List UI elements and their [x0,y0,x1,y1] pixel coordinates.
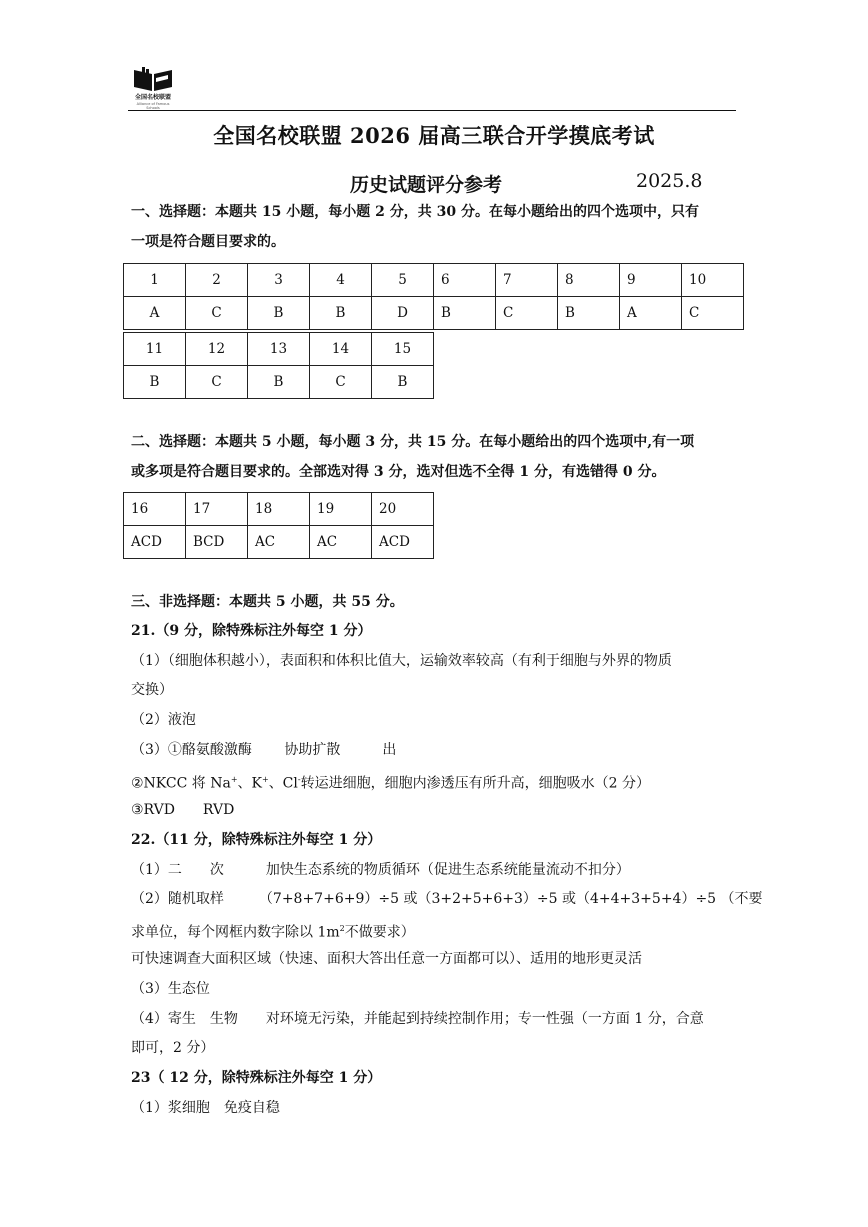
page-subtitle: 历史试题评分参考 [350,174,503,196]
q22-line3-part1: 求单位，每个网框内数字除以 1m [131,924,340,941]
answer-cell: AC [310,526,372,559]
question-number-cell: 9 [620,264,682,297]
answer-row [124,297,744,330]
question-number-cell: 14 [310,333,372,366]
q22-line6: （4）寄生 生物 对环境无污染，并能起到持续控制作用；专一性强（一方面 1 分，合意 [131,1011,704,1027]
q21-line4: （3）①酪氨酸激酶 协助扩散 出 [131,742,397,758]
q21-line5-part3: 、Cl [268,775,298,792]
section2-heading-line1: 二、选择题：本题共 5 小题，每小题 3 分，共 15 分。在每小题给出的四个选项中,有一项 [131,434,695,450]
q23-heading: 23（ 12 分，除特殊标注外每空 1 分） [131,1070,382,1086]
book-logo-icon [132,66,174,92]
k-charge-sup: + [261,775,269,784]
q21-line3: （2）液泡 [131,712,196,728]
q22-line5: （3）生态位 [131,981,210,997]
q21-line2: 交换） [131,682,173,698]
q23-line1: （1）浆细胞 免疫自稳 [131,1100,280,1116]
q22-line7: 即可，2 分） [131,1040,215,1056]
q22-line2: （2）随机取样 （7+8+7+6+9）÷5 或（3+2+5+6+3）÷5 或（4+4+3+5+4）÷5 （不要 [131,891,763,907]
question-number-cell: 11 [124,333,186,366]
answer-cell: C [682,297,744,330]
logo-caption: 全国名校联盟 [134,94,171,101]
question-number-cell: 20 [372,493,434,526]
answer-row [124,366,434,399]
school-alliance-logo [130,64,176,108]
question-number-cell: 17 [186,493,248,526]
q21-line5-part1: ②NKCC 将 Na [131,775,231,792]
question-number-cell: 12 [186,333,248,366]
answer-cell: A [620,297,682,330]
cl-charge-sup: - [297,775,301,784]
section2-heading-line2: 或多项是符合题目要求的。全部选对得 3 分，选对但选不全得 1 分，有选错得 0 分。 [131,464,666,480]
section1-heading-line2: 一项是符合题目要求的。 [131,234,285,250]
header-rule [128,110,736,111]
question-number-row [124,493,434,526]
q22-line4: 可快速调查大面积区域（快速、面积大答出任意一方面都可以）、适用的地形更灵活 [131,951,642,967]
q22-line3 [131,919,415,943]
question-number-cell: 3 [248,264,310,297]
question-number-cell: 13 [248,333,310,366]
q22-line3-part2: 不做要求） [344,924,415,941]
question-number-cell: 5 [372,264,434,297]
q21-line6: ③RVD RVD [131,802,235,818]
question-number-cell: 10 [682,264,744,297]
answer-cell: AC [248,526,310,559]
question-number-cell: 4 [310,264,372,297]
answer-cell: C [496,297,558,330]
answer-cell: B [248,297,310,330]
q21-line1: （1）（细胞体积越小），表面积和体积比值大，运输效率较高（有利于细胞与外界的物质 [131,653,672,669]
answer-cell: B [558,297,620,330]
q21-line5 [131,770,650,794]
exam-date: 2025.8 [636,170,703,192]
question-number-cell: 16 [124,493,186,526]
answer-cell: B [248,366,310,399]
answer-cell: B [372,366,434,399]
question-number-cell: 15 [372,333,434,366]
question-number-cell: 2 [186,264,248,297]
answer-cell: B [434,297,496,330]
question-number-cell: 19 [310,493,372,526]
answer-cell: B [310,297,372,330]
answer-cell: BCD [186,526,248,559]
question-number-row [124,264,744,297]
section3-heading: 三、非选择题：本题共 5 小题，共 55 分。 [131,594,404,610]
q22-line1: （1）二 次 加快生态系统的物质循环（促进生态系统能量流动不扣分） [131,862,630,878]
na-charge-sup: + [230,775,238,784]
question-number-cell: 8 [558,264,620,297]
question-number-cell: 18 [248,493,310,526]
section1-answer-table-row1 [123,263,744,330]
logo-subcaption: Alliance of Famous Schools [136,102,170,110]
page-title: 全国名校联盟 2026 届高三联合开学摸底考试 [213,123,655,148]
answer-cell: C [310,366,372,399]
answer-cell: C [186,297,248,330]
answer-cell: B [124,366,186,399]
question-number-row [124,333,434,366]
question-number-cell: 1 [124,264,186,297]
answer-cell: A [124,297,186,330]
answer-cell: ACD [372,526,434,559]
answer-cell: C [186,366,248,399]
q22-heading: 22.（11 分，除特殊标注外每空 1 分） [131,832,382,848]
section2-answer-table [123,492,434,559]
answer-cell: ACD [124,526,186,559]
section1-answer-table-row2 [123,332,434,399]
answer-cell: D [372,297,434,330]
question-number-cell: 6 [434,264,496,297]
q21-heading: 21.（9 分，除特殊标注外每空 1 分） [131,623,372,639]
section1-heading-line1: 一、选择题：本题共 15 小题，每小题 2 分，共 30 分。在每小题给出的四个选项中，只有 [131,204,699,220]
q21-line5-part2: 、K [237,775,262,792]
answer-row [124,526,434,559]
q21-line5-part4: 转运进细胞，细胞内渗透压有所升高，细胞吸水（2 分） [300,775,650,792]
question-number-cell: 7 [496,264,558,297]
square-meter-sup: 2 [339,924,345,933]
